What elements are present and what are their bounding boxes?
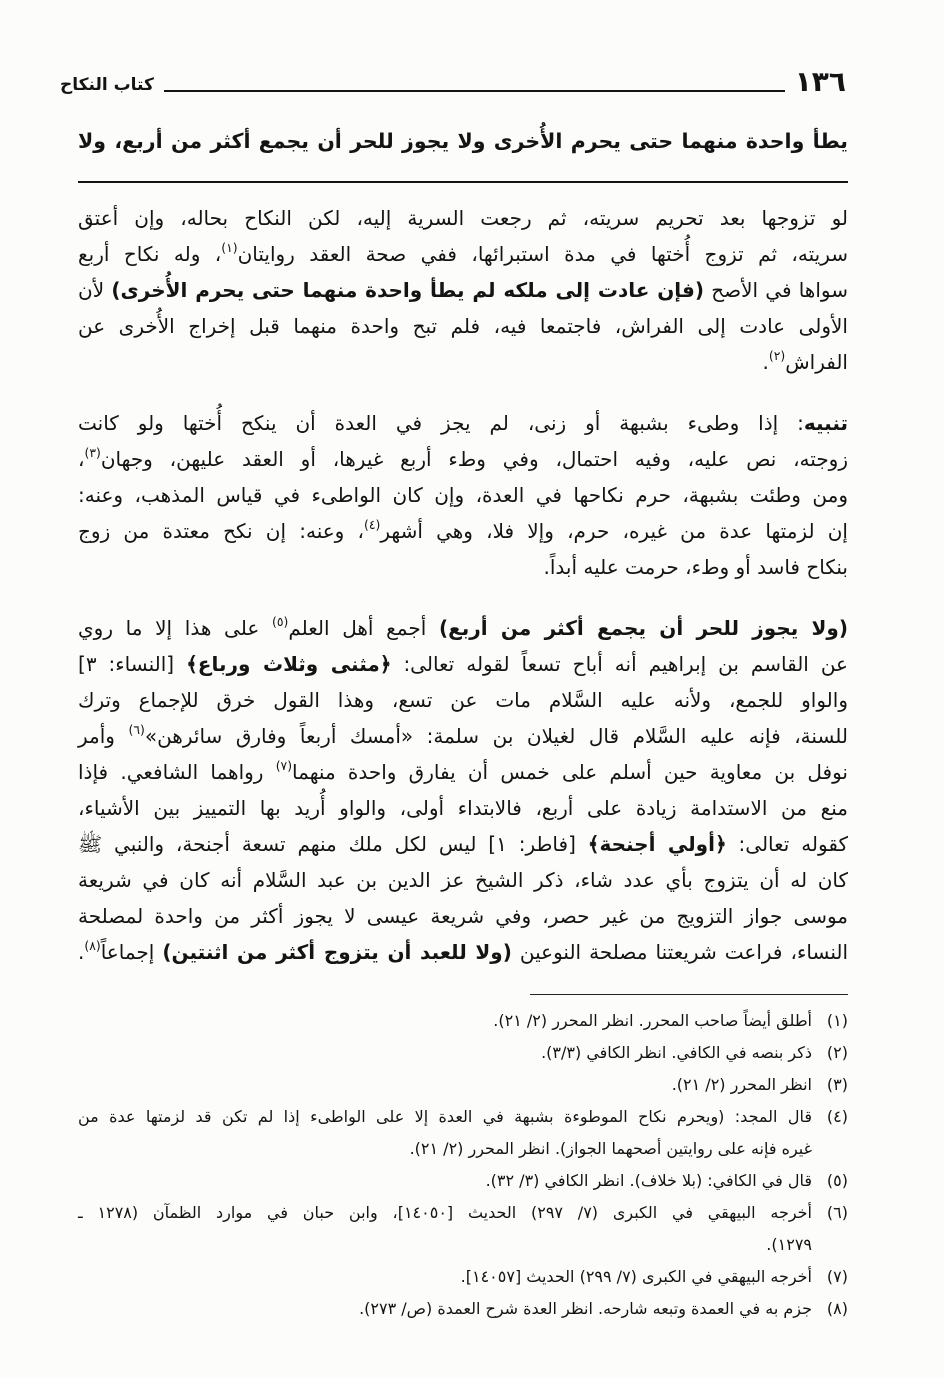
footnote-body bbox=[78, 1069, 812, 1101]
commentary-paragraph bbox=[78, 610, 848, 970]
text-segment: ، وله نكاح أربع bbox=[78, 242, 222, 266]
text-segment: [فاطر: ١] ليس لكل ملك منهم تسعة أجنحة، والنبي ﷺ bbox=[78, 832, 588, 856]
matn-rule bbox=[78, 181, 848, 183]
text-segment: لأن bbox=[78, 278, 112, 302]
matn-text: يطأ واحدة منهما حتى يحرم الأُخرى ولا يجوز للحر أن يجمع أكثر من أربع، ولا bbox=[78, 129, 848, 153]
commentary-line bbox=[78, 477, 848, 513]
footnote-number: (٢) bbox=[826, 1043, 848, 1062]
commentary-line bbox=[78, 790, 848, 826]
footnote-body bbox=[78, 1037, 812, 1069]
header-rule bbox=[164, 90, 785, 92]
footnote-separator bbox=[530, 994, 848, 995]
footnote-marker: (٤) bbox=[363, 517, 381, 533]
footnote-line: ١٢٧٩). bbox=[766, 1235, 812, 1254]
text-segment: والواو للجمع، ولأنه عليه السَّلام مات عن تسع، وهذا القول خرق للإجماع وترك bbox=[78, 688, 848, 712]
commentary-line bbox=[78, 754, 848, 790]
text-segment: ، وعنه: إن نكح معتدة من زوج bbox=[78, 519, 364, 543]
footnote bbox=[78, 1197, 848, 1261]
text-segment: [النساء: ٣] bbox=[78, 652, 187, 676]
footnote bbox=[78, 1005, 848, 1037]
commentary-line bbox=[78, 200, 848, 236]
text-segment: بنكاح فاسد أو وطء، حرمت عليه أبداً. bbox=[543, 555, 848, 579]
text-segment: إن لزمتها عدة من غيره، حرم، وإلا فلا، وهي أشهر bbox=[380, 519, 848, 543]
footnote bbox=[78, 1069, 848, 1101]
bold-text: تنبيه bbox=[803, 411, 848, 435]
page-number: ١٣٦ bbox=[794, 65, 846, 98]
footnote-line: ذكر بنصه في الكافي. انظر الكافي (٣/٣). bbox=[541, 1043, 812, 1062]
commentary-line bbox=[78, 236, 848, 272]
commentary-line bbox=[78, 441, 848, 477]
text-segment: نوفل بن معاوية حين أسلم على خمس أن يفارق واحدة منهما bbox=[292, 760, 849, 784]
bold-text: (فإن عادت إلى ملكه لم يطأ واحدة منهما حتى يحرم الأُخرى) bbox=[111, 278, 705, 302]
text-segment: موسى جواز التزويج من غير حصر، وفي شريعة عيسى لا يجوز أكثر من واحدة لمصلحة bbox=[78, 904, 848, 928]
footnote-line: جزم به في العمدة وتبعه شارحه. انظر العدة شرح العمدة (ص/ ٢٧٣). bbox=[359, 1299, 812, 1318]
commentary-line bbox=[78, 682, 848, 718]
footnote-marker: (٨) bbox=[84, 938, 101, 954]
footnote-line: أطلق أيضاً صاحب المحرر. انظر المحرر (٢/ ٢١). bbox=[493, 1011, 812, 1030]
footnote-number: (٦) bbox=[826, 1203, 848, 1222]
text-segment: منع من الاستدامة زيادة على أربع، فالابتداء أولى، والواو أُريد بها التمييز بين الأشياء، bbox=[78, 796, 848, 820]
text-segment: لو تزوجها بعد تحريم سريته، ثم رجعت السرية إليه، لكن النكاح بحاله، وإن أعتق bbox=[78, 206, 848, 230]
commentary-line bbox=[78, 646, 848, 682]
footnote bbox=[78, 1293, 848, 1325]
footnote-body bbox=[78, 1165, 812, 1197]
footnote-number: (٧) bbox=[826, 1267, 848, 1286]
bold-text: (ولا للعبد أن يتزوج أكثر من اثنتين) bbox=[162, 940, 512, 964]
footnote-number: (١) bbox=[826, 1011, 848, 1030]
text-segment: عن القاسم بن إبراهيم أنه أباح تسعاً لقوله تعالى: bbox=[391, 652, 848, 676]
footnote-number: (٣) bbox=[826, 1075, 848, 1094]
footnote-number: (٤) bbox=[826, 1107, 848, 1126]
text-segment: سواها في الأصح bbox=[704, 278, 849, 302]
commentary-line bbox=[78, 718, 848, 754]
commentary-paragraph bbox=[78, 405, 848, 585]
footnote-body bbox=[78, 1197, 812, 1261]
commentary bbox=[78, 200, 848, 970]
bold-text: ﴿مثنى وثلاث ورباع﴾ bbox=[186, 652, 392, 676]
footnote-line: انظر المحرر (٢/ ٢١). bbox=[671, 1075, 812, 1094]
footnote-body bbox=[78, 1101, 812, 1165]
footnote-number: (٥) bbox=[826, 1171, 848, 1190]
commentary-line bbox=[78, 549, 848, 585]
text-segment: سريته، ثم تزوج أُختها في مدة استبرائها، ففي صحة العقد روايتان bbox=[237, 242, 849, 266]
commentary-line bbox=[78, 826, 848, 862]
page-header bbox=[60, 58, 846, 98]
footnote-marker: (٥) bbox=[271, 614, 289, 630]
text-segment: وأمر bbox=[78, 724, 129, 748]
text-segment: الأولى عادت إلى الفراش، فاجتمعا فيه، فلم تبح واحدة منهما قبل إخراج الأُخرى عن bbox=[78, 314, 848, 338]
book-section-title: كتاب النكاح bbox=[60, 75, 154, 95]
text-segment: ومن وطئت بشبهة، حرم نكاحها في العدة، وإن كان الواطىء في قياس المذهب، وعنه: bbox=[78, 483, 848, 507]
commentary-line bbox=[78, 513, 848, 549]
text-segment: زوجته، نص عليه، وفيه احتمال، وفي وطء أربع غيرها، أو العقد عليهن، وجهان bbox=[100, 447, 848, 471]
footnote bbox=[78, 1165, 848, 1197]
text-segment: . bbox=[762, 350, 769, 374]
text-segment: للسنة، فإنه عليه السَّلام قال لغيلان بن سلمة: «أمسك أربعاً وفارق سائرهن» bbox=[144, 724, 848, 748]
text-segment: أجمع أهل العلم bbox=[288, 616, 439, 640]
commentary-line bbox=[78, 862, 848, 898]
footnote-body bbox=[78, 1293, 812, 1325]
commentary-line bbox=[78, 405, 848, 441]
text-segment: إجماعاً bbox=[100, 940, 163, 964]
commentary-line bbox=[78, 344, 848, 380]
text-segment: الفراش bbox=[785, 350, 848, 374]
footnote bbox=[78, 1261, 848, 1293]
footnote bbox=[78, 1037, 848, 1069]
text-segment: كقوله تعالى: bbox=[726, 832, 848, 856]
footnote-line: غيره فإنه على روايتين أصحهما الجواز). انظر المحرر (٢/ ٢١). bbox=[409, 1139, 812, 1158]
commentary-line bbox=[78, 272, 848, 308]
commentary-paragraph bbox=[78, 200, 848, 380]
footnote-line: أخرجه البيهقي في الكبرى (٧/ ٢٩٧) الحديث [١٤٠٥٠]، وابن حبان في موارد الظمآن (١٢٧٨ ـ bbox=[78, 1203, 812, 1222]
footnotes bbox=[78, 1005, 848, 1325]
bold-text: (ولا يجوز للحر أن يجمع أكثر من أربع) bbox=[438, 616, 848, 640]
commentary-line bbox=[78, 610, 848, 646]
commentary-line bbox=[78, 934, 848, 970]
text-segment: : إذا وطىء بشبهة أو زنى، لم يجز في العدة أن ينكح أُختها ولو كانت bbox=[78, 411, 804, 435]
footnote-marker: (٢) bbox=[768, 348, 786, 364]
footnote-marker: (١) bbox=[221, 240, 238, 256]
bold-text: ﴿أولي أجنحة﴾ bbox=[587, 832, 727, 856]
footnote-marker: (٣) bbox=[84, 445, 101, 461]
footnote-line: قال المجد: (ويحرم نكاح الموطوءة بشبهة في العدة إلا على الواطىء إذا لم تكن قد لزمتها عدة من bbox=[78, 1107, 812, 1126]
commentary-line bbox=[78, 308, 848, 344]
footnote-body bbox=[78, 1261, 812, 1293]
text-segment: كان له أن يتزوج بأي عدد شاء، ذكر الشيخ عز الدين بن عبد السَّلام أنه كان في شريعة bbox=[78, 868, 848, 892]
footnote-line: قال في الكافي: (بلا خلاف). انظر الكافي (٣/ ٣٢). bbox=[485, 1171, 812, 1190]
footnote-line: أخرجه البيهقي في الكبرى (٧/ ٢٩٩) الحديث [١٤٠٥٧]. bbox=[460, 1267, 812, 1286]
text-segment: . bbox=[78, 940, 85, 964]
commentary-line bbox=[78, 898, 848, 934]
footnote-number: (٨) bbox=[826, 1299, 848, 1318]
footnote bbox=[78, 1101, 848, 1165]
footnote-marker: (٧) bbox=[275, 758, 293, 774]
footnote-body bbox=[78, 1005, 812, 1037]
text-segment: ، bbox=[78, 447, 85, 471]
text-segment: على هذا إلا ما روي bbox=[78, 616, 272, 640]
text-segment: النساء، فراعت شريعتنا مصلحة النوعين bbox=[511, 940, 849, 964]
text-segment: رواهما الشافعي. فإذا bbox=[78, 760, 276, 784]
footnote-marker: (٦) bbox=[128, 722, 145, 738]
